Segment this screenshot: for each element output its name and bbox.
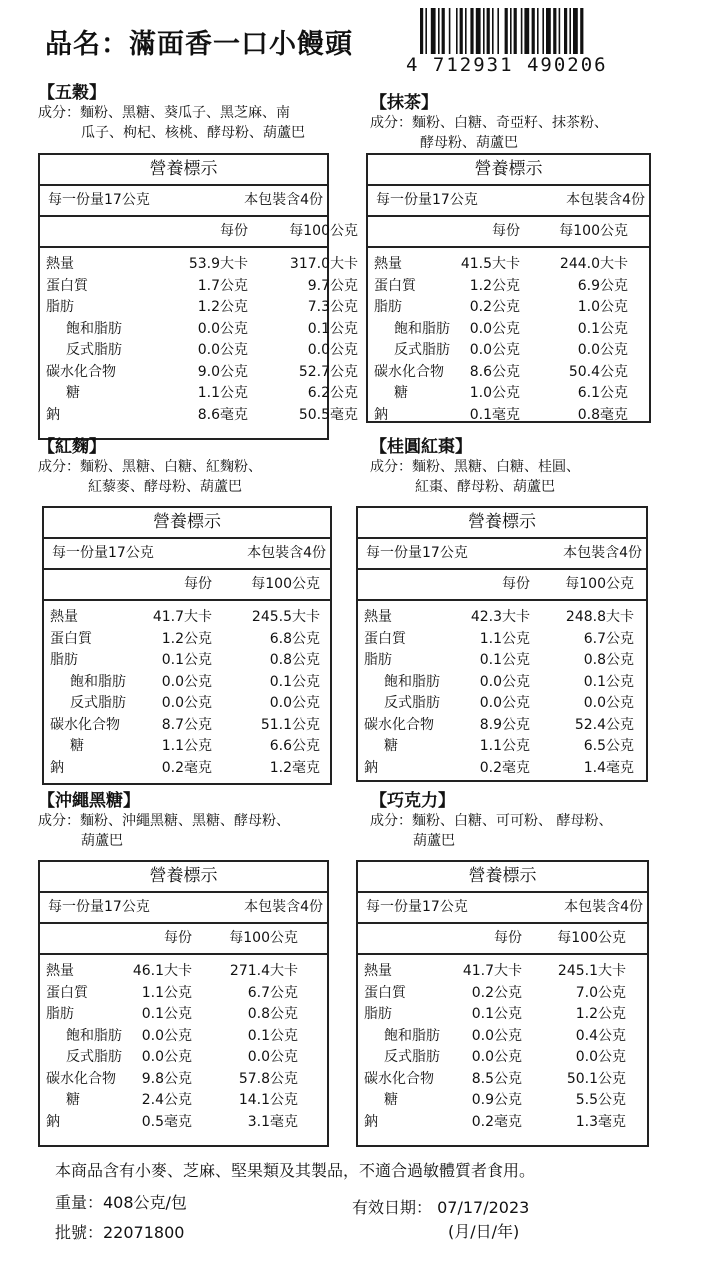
- per-serving-value: 1.0公克: [469, 385, 520, 401]
- per-serving-value: 0.0公克: [161, 695, 212, 711]
- nutrition-rows: [368, 248, 649, 426]
- per-100g-value: 1.2毫克: [269, 759, 320, 776]
- per-serving-value: 8.9公克: [479, 716, 530, 733]
- nutrition-row: [40, 961, 327, 983]
- per-serving-value: 0.1公克: [479, 652, 530, 668]
- serving-info: [44, 539, 330, 570]
- ingredients-line: 紅藜麥、酵母粉、葫蘆巴: [88, 479, 242, 495]
- per-serving-value: 1.7公克: [197, 277, 248, 294]
- col-per-serving: 每份: [220, 223, 248, 239]
- nutrition-row: [40, 1026, 327, 1048]
- per-100g-value: 317.0大卡: [289, 256, 358, 272]
- nutrition-row: [358, 758, 646, 780]
- col-per-serving: 每份: [492, 223, 520, 239]
- per-100g-value: 0.4公克: [575, 1027, 626, 1044]
- per-serving-value: 0.2毫克: [479, 759, 530, 776]
- nutrition-row: [40, 1047, 327, 1069]
- per-100g-value: 0.1公克: [583, 673, 634, 690]
- nutrient-label: 脂肪: [50, 652, 78, 668]
- nutrient-label: 碳水化合物: [50, 716, 120, 733]
- servings-per-pack: 本包裝含4份: [563, 545, 642, 561]
- nutrition-row: [358, 715, 646, 737]
- per-100g-value: 0.1公克: [307, 320, 358, 337]
- per-100g-value: 1.2公克: [575, 1006, 626, 1022]
- flavor-title: 【紅麴】: [38, 437, 106, 457]
- per-100g-value: 0.0公克: [247, 1049, 298, 1065]
- nutrition-row: [40, 1112, 327, 1134]
- nutrition-rows: [40, 955, 327, 1133]
- per-100g-value: 244.0大卡: [559, 256, 628, 272]
- barcode-number: 4 712931 490206: [406, 54, 608, 76]
- column-headers: [358, 570, 646, 601]
- per-100g-value: 1.3毫克: [575, 1113, 626, 1130]
- col-per-100g: 每100公克: [557, 930, 626, 946]
- per-100g-value: 0.8公克: [247, 1006, 298, 1022]
- nutrient-label: 熱量: [374, 256, 402, 272]
- per-serving-value: 0.9公克: [471, 1092, 522, 1108]
- per-100g-value: 6.2公克: [307, 385, 358, 401]
- per-100g-value: 0.1公克: [577, 320, 628, 337]
- nutrient-label: 反式脂肪: [66, 1049, 122, 1065]
- nutrition-row: [40, 276, 358, 298]
- nutrient-label: 脂肪: [46, 299, 74, 315]
- nutrition-row: [40, 983, 327, 1005]
- per-100g-value: 57.8公克: [238, 1070, 298, 1087]
- per-100g-value: 6.6公克: [269, 738, 320, 754]
- nutrient-label: 蛋白質: [50, 630, 92, 647]
- nutrition-row: [358, 961, 647, 983]
- nutrition-row: [368, 362, 649, 384]
- per-serving-value: 0.2毫克: [471, 1113, 522, 1130]
- nutrient-label: 熱量: [50, 609, 78, 625]
- per-serving-value: 2.4公克: [141, 1092, 192, 1108]
- servings-per-pack: 本包裝含4份: [247, 545, 326, 561]
- per-serving-value: 1.1公克: [141, 984, 192, 1001]
- flavor-section: [370, 432, 580, 497]
- flavor-title: 【五穀】: [38, 83, 106, 103]
- nutrient-label: 糖: [394, 385, 408, 401]
- per-100g-value: 245.5大卡: [251, 609, 320, 625]
- ingredients-line: 成分：麵粉、白糖、奇亞籽、抹茶粉、: [370, 115, 608, 131]
- nutrition-header: 營養標示: [358, 508, 646, 539]
- flavor-title: 【抹茶】: [370, 93, 438, 113]
- per-serving-value: 0.2公克: [469, 299, 520, 315]
- nutrition-row: [358, 607, 646, 629]
- per-100g-value: 14.1公克: [238, 1092, 298, 1108]
- ingredients-line: 紅棗、酵母粉、葫蘆巴: [415, 479, 555, 495]
- per-serving-value: 1.2公克: [161, 630, 212, 647]
- flavor-title: 【沖繩黑糖】: [38, 791, 140, 811]
- nutrient-label: 糖: [70, 738, 84, 754]
- per-100g-value: 0.1公克: [269, 673, 320, 690]
- nutrient-label: 熱量: [364, 963, 392, 979]
- column-headers: [44, 570, 330, 601]
- per-100g-value: 51.1公克: [260, 716, 320, 733]
- nutrition-row: [40, 383, 358, 405]
- per-100g-value: 52.4公克: [574, 716, 634, 733]
- nutrition-rows: [358, 601, 646, 779]
- per-serving-value: 1.2公克: [469, 277, 520, 294]
- flavor-section: [38, 432, 262, 497]
- per-serving-value: 9.0公克: [197, 363, 248, 380]
- nutrition-rows: [358, 955, 647, 1133]
- per-100g-value: 6.9公克: [577, 277, 628, 294]
- nutrition-row: [358, 1004, 647, 1026]
- nutrient-label: 飽和脂肪: [70, 673, 126, 690]
- per-100g-value: 0.1公克: [247, 1027, 298, 1044]
- per-100g-value: 9.7公克: [307, 277, 358, 294]
- expiry-format: (月/日/年): [448, 1222, 520, 1241]
- serving-size: 每一份量17公克: [48, 192, 150, 208]
- nutrient-label: 鈉: [46, 406, 60, 423]
- nutrient-label: 飽和脂肪: [384, 673, 440, 690]
- column-headers: [358, 924, 647, 955]
- serving-size: 每一份量17公克: [366, 899, 468, 915]
- nutrition-header: 營養標示: [44, 508, 330, 539]
- per-100g-value: 245.1大卡: [557, 963, 626, 979]
- nutrition-row: [358, 1112, 647, 1134]
- nutrition-row: [358, 983, 647, 1005]
- per-serving-value: 1.1公克: [161, 738, 212, 754]
- per-100g-value: 0.8毫克: [577, 406, 628, 423]
- per-serving-value: 0.0公克: [469, 320, 520, 337]
- per-100g-value: 0.0公克: [307, 342, 358, 358]
- nutrition-row: [368, 297, 649, 319]
- nutrition-row: [358, 1026, 647, 1048]
- per-serving-value: 0.0公克: [197, 342, 248, 358]
- nutrient-label: 蛋白質: [46, 984, 88, 1001]
- per-serving-value: 0.2毫克: [161, 759, 212, 776]
- nutrient-label: 蛋白質: [46, 277, 88, 294]
- nutrient-label: 糖: [384, 738, 398, 754]
- nutrition-row: [358, 736, 646, 758]
- per-serving-value: 8.6毫克: [197, 406, 248, 423]
- nutrition-row: [40, 362, 358, 384]
- per-100g-value: 248.8大卡: [565, 609, 634, 625]
- nutrient-label: 反式脂肪: [384, 1049, 440, 1065]
- col-per-serving: 每份: [184, 576, 212, 592]
- per-100g-value: 7.3公克: [307, 299, 358, 315]
- ingredients-line: 成分：麵粉、黑糖、白糖、紅麴粉、: [38, 459, 262, 475]
- nutrition-row: [358, 1090, 647, 1112]
- col-per-serving: 每份: [164, 930, 192, 946]
- nutrient-label: 脂肪: [46, 1006, 74, 1022]
- ingredients-line: 成分：麵粉、黑糖、白糖、桂圓、: [370, 459, 580, 475]
- nutrition-row: [44, 758, 330, 780]
- nutrition-row: [358, 693, 646, 715]
- nutrition-row: [368, 383, 649, 405]
- column-headers: [368, 217, 649, 248]
- per-100g-value: 52.7公克: [298, 363, 358, 380]
- nutrition-rows: [40, 248, 358, 426]
- per-100g-value: 5.5公克: [575, 1092, 626, 1108]
- flavor-section: [38, 786, 290, 851]
- per-100g-value: 1.4毫克: [583, 759, 634, 776]
- per-100g-value: 50.1公克: [566, 1070, 626, 1087]
- per-serving-value: 9.8公克: [141, 1070, 192, 1087]
- per-100g-value: 6.7公克: [247, 984, 298, 1001]
- per-100g-value: 6.1公克: [577, 385, 628, 401]
- flavor-title: 【桂圓紅棗】: [370, 437, 472, 457]
- serving-size: 每一份量17公克: [366, 545, 468, 561]
- nutrient-label: 碳水化合物: [364, 1070, 434, 1087]
- per-100g-value: 271.4大卡: [229, 963, 298, 979]
- net-weight: 重量：408公克/包: [55, 1193, 187, 1212]
- nutrition-row: [358, 650, 646, 672]
- nutrition-header: 營養標示: [358, 862, 647, 893]
- per-serving-value: 1.1公克: [479, 630, 530, 647]
- per-serving-value: 46.1大卡: [132, 963, 192, 979]
- ingredients-line: 葫蘆巴: [81, 833, 123, 849]
- per-serving-value: 53.9大卡: [188, 256, 248, 272]
- per-100g-value: 0.0公克: [577, 342, 628, 358]
- per-serving-value: 0.0公克: [141, 1049, 192, 1065]
- per-100g-value: 50.4公克: [568, 363, 628, 380]
- nutrient-label: 鈉: [364, 1113, 378, 1130]
- per-100g-value: 6.7公克: [583, 630, 634, 647]
- nutrient-label: 熱量: [46, 963, 74, 979]
- product-title: 品名：滿面香一口小饅頭: [45, 29, 353, 60]
- nutrient-label: 脂肪: [364, 1006, 392, 1022]
- ingredients-line: 成分：麵粉、白糖、可可粉、 酵母粉、: [370, 813, 613, 829]
- nutrition-row: [40, 1004, 327, 1026]
- per-serving-value: 41.5大卡: [460, 256, 520, 272]
- nutrient-label: 碳水化合物: [374, 363, 444, 380]
- per-serving-value: 0.0公克: [197, 320, 248, 337]
- per-serving-value: 0.1公克: [161, 652, 212, 668]
- nutrient-label: 反式脂肪: [394, 342, 450, 358]
- nutrition-rows: [44, 601, 330, 779]
- col-per-100g: 每100公克: [289, 223, 358, 239]
- servings-per-pack: 本包裝含4份: [566, 192, 645, 208]
- per-serving-value: 0.0公克: [141, 1027, 192, 1044]
- batch-number: 批號：22071800: [55, 1223, 185, 1242]
- nutrient-label: 碳水化合物: [46, 363, 116, 380]
- per-serving-value: 0.0公克: [471, 1049, 522, 1065]
- nutrition-row: [44, 715, 330, 737]
- nutrition-row: [40, 340, 358, 362]
- nutrition-row: [40, 319, 358, 341]
- per-100g-value: 0.0公克: [575, 1049, 626, 1065]
- nutrition-header: 營養標示: [40, 155, 327, 186]
- per-serving-value: 0.0公克: [471, 1027, 522, 1044]
- col-per-100g: 每100公克: [565, 576, 634, 592]
- col-per-100g: 每100公克: [559, 223, 628, 239]
- ingredients-line: 酵母粉、葫蘆巴: [420, 135, 518, 151]
- nutrition-row: [40, 1069, 327, 1091]
- nutrient-label: 熱量: [46, 256, 74, 272]
- per-100g-value: 7.0公克: [575, 984, 626, 1001]
- nutrient-label: 反式脂肪: [384, 695, 440, 711]
- serving-info: [40, 186, 327, 217]
- nutrient-label: 熱量: [364, 609, 392, 625]
- nutrition-facts-table: [38, 153, 358, 440]
- ingredients-line: 瓜子、枸杞、核桃、酵母粉、葫蘆巴: [81, 125, 305, 141]
- serving-size: 每一份量17公克: [52, 545, 154, 561]
- nutrition-row: [368, 254, 649, 276]
- per-serving-value: 1.1公克: [479, 738, 530, 754]
- nutrient-label: 糖: [66, 1092, 80, 1108]
- ingredients-line: 成分：麵粉、沖繩黑糖、黑糖、酵母粉、: [38, 813, 290, 829]
- flavor-section: [370, 88, 608, 153]
- nutrition-row: [44, 672, 330, 694]
- per-100g-value: 1.0公克: [577, 299, 628, 315]
- per-serving-value: 41.7大卡: [462, 963, 522, 979]
- nutrition-row: [44, 693, 330, 715]
- nutrient-label: 鈉: [50, 759, 64, 776]
- allergen-note: 本商品含有小麥、芝麻、堅果類及其製品，不適合過敏體質者食用。: [55, 1161, 536, 1180]
- per-serving-value: 0.0公克: [469, 342, 520, 358]
- per-serving-value: 41.7大卡: [152, 609, 212, 625]
- nutrition-row: [368, 319, 649, 341]
- nutrition-row: [368, 405, 649, 427]
- serving-info: [368, 186, 649, 217]
- servings-per-pack: 本包裝含4份: [244, 899, 323, 915]
- per-serving-value: 0.5毫克: [141, 1113, 192, 1130]
- nutrition-row: [358, 672, 646, 694]
- flavor-title: 【巧克力】: [370, 791, 455, 811]
- per-serving-value: 8.5公克: [471, 1070, 522, 1087]
- nutrient-label: 飽和脂肪: [394, 320, 450, 337]
- per-serving-value: 8.7公克: [161, 716, 212, 733]
- nutrition-row: [44, 736, 330, 758]
- nutrition-facts-table: [38, 860, 329, 1147]
- nutrition-row: [368, 340, 649, 362]
- nutrition-row: [40, 254, 358, 276]
- serving-info: [358, 539, 646, 570]
- per-serving-value: 1.1公克: [197, 385, 248, 401]
- per-100g-value: 6.5公克: [583, 738, 634, 754]
- per-serving-value: 0.0公克: [479, 673, 530, 690]
- per-serving-value: 0.0公克: [479, 695, 530, 711]
- nutrient-label: 鈉: [46, 1113, 60, 1130]
- per-serving-value: 1.2公克: [197, 299, 248, 315]
- nutrient-label: 蛋白質: [374, 277, 416, 294]
- per-100g-value: 3.1毫克: [247, 1113, 298, 1130]
- nutrition-row: [358, 1047, 647, 1069]
- nutrition-facts-table: [356, 860, 649, 1147]
- nutrient-label: 飽和脂肪: [66, 1027, 122, 1044]
- nutrition-row: [358, 629, 646, 651]
- nutrition-header: 營養標示: [368, 155, 649, 186]
- column-headers: [40, 924, 327, 955]
- nutrition-row: [40, 405, 358, 427]
- nutrient-label: 脂肪: [364, 652, 392, 668]
- col-per-100g: 每100公克: [251, 576, 320, 592]
- servings-per-pack: 本包裝含4份: [564, 899, 643, 915]
- ingredients-line: 成分：麵粉、黑糖、葵瓜子、黑芝麻、南: [38, 105, 290, 121]
- nutrition-row: [358, 1069, 647, 1091]
- per-serving-value: 8.6公克: [469, 363, 520, 380]
- per-100g-value: 0.8公克: [583, 652, 634, 668]
- expiry-date: 有效日期： 07/17/2023: [352, 1198, 530, 1217]
- nutrition-row: [44, 650, 330, 672]
- nutrient-label: 蛋白質: [364, 984, 406, 1001]
- nutrition-header: 營養標示: [40, 862, 327, 893]
- nutrition-row: [40, 1090, 327, 1112]
- nutrient-label: 反式脂肪: [70, 695, 126, 711]
- nutrient-label: 飽和脂肪: [384, 1027, 440, 1044]
- nutrient-label: 碳水化合物: [364, 716, 434, 733]
- servings-per-pack: 本包裝含4份: [244, 192, 323, 208]
- nutrient-label: 碳水化合物: [46, 1070, 116, 1087]
- per-serving-value: 0.1毫克: [469, 406, 520, 423]
- nutrient-label: 蛋白質: [364, 630, 406, 647]
- flavor-section: [38, 78, 305, 143]
- per-serving-value: 0.1公克: [471, 1006, 522, 1022]
- nutrient-label: 鈉: [364, 759, 378, 776]
- nutrient-label: 飽和脂肪: [66, 320, 122, 337]
- column-headers: [40, 217, 358, 248]
- nutrient-label: 反式脂肪: [66, 342, 122, 358]
- nutrient-label: 糖: [66, 385, 80, 401]
- nutrition-row: [44, 607, 330, 629]
- col-per-serving: 每份: [502, 576, 530, 592]
- nutrition-facts-table: [356, 506, 648, 782]
- serving-info: [40, 893, 327, 924]
- per-100g-value: 0.8公克: [269, 652, 320, 668]
- nutrition-facts-table: [366, 153, 651, 423]
- serving-size: 每一份量17公克: [48, 899, 150, 915]
- col-per-100g: 每100公克: [229, 930, 298, 946]
- nutrient-label: 鈉: [374, 406, 388, 423]
- nutrition-row: [368, 276, 649, 298]
- per-serving-value: 42.3大卡: [470, 609, 530, 625]
- per-100g-value: 50.5毫克: [298, 406, 358, 423]
- nutrient-label: 脂肪: [374, 299, 402, 315]
- serving-info: [358, 893, 647, 924]
- col-per-serving: 每份: [494, 930, 522, 946]
- per-serving-value: 0.0公克: [161, 673, 212, 690]
- per-serving-value: 0.2公克: [471, 984, 522, 1001]
- flavor-section: [370, 786, 612, 851]
- nutrition-facts-table: [42, 506, 332, 785]
- per-100g-value: 6.8公克: [269, 630, 320, 647]
- nutrition-row: [44, 629, 330, 651]
- per-100g-value: 0.0公克: [269, 695, 320, 711]
- ingredients-line: 葫蘆巴: [413, 833, 455, 849]
- per-serving-value: 0.1公克: [141, 1006, 192, 1022]
- nutrition-row: [40, 297, 358, 319]
- per-100g-value: 0.0公克: [583, 695, 634, 711]
- nutrient-label: 糖: [384, 1092, 398, 1108]
- serving-size: 每一份量17公克: [376, 192, 478, 208]
